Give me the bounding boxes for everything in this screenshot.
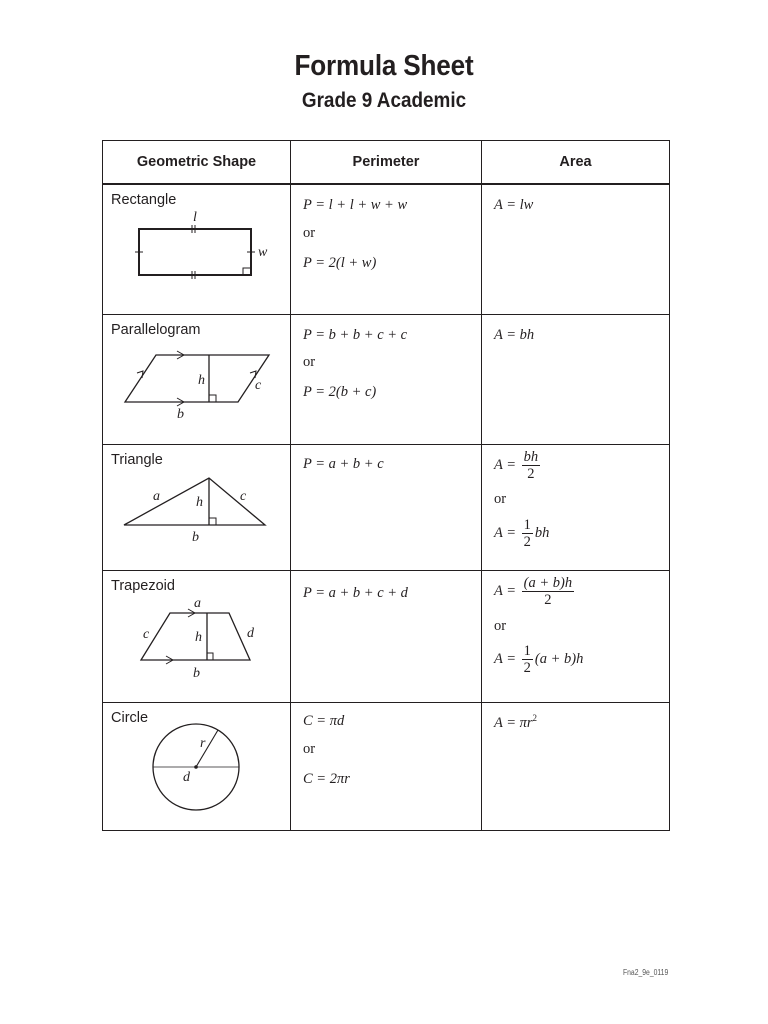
area-formula xyxy=(494,713,537,732)
perimeter-formula: P = a + b + c xyxy=(303,455,384,472)
fraction xyxy=(522,517,533,550)
label-b: b xyxy=(192,529,199,545)
shape-cell-rectangle xyxy=(103,184,291,314)
area-formula: A = bh xyxy=(494,326,535,343)
shape-name-circle: Circle xyxy=(111,709,149,726)
or-text: or xyxy=(494,617,507,634)
trapezoid-diagram xyxy=(103,571,291,703)
area-formula xyxy=(494,449,542,482)
area-cell-triangle xyxy=(482,444,670,570)
area-formula xyxy=(494,643,583,676)
area-exponent: 2 xyxy=(532,712,538,723)
or-text: or xyxy=(494,490,507,507)
table-header-row xyxy=(103,141,670,185)
perimeter-formula: P = b + b + c + c xyxy=(303,326,408,343)
fraction-numerator: (a + b)h xyxy=(523,574,573,591)
circumference-formula: C = πd xyxy=(303,712,345,729)
table-row-parallelogram xyxy=(103,314,670,444)
perimeter-cell-rectangle xyxy=(291,184,482,314)
area-prefix: A = xyxy=(494,650,517,667)
table-row-circle xyxy=(103,702,670,830)
fraction xyxy=(522,449,541,482)
table-row-rectangle xyxy=(103,184,670,314)
label-h: h xyxy=(195,629,202,645)
shape-name-triangle: Triangle xyxy=(111,451,163,468)
parallelogram-diagram xyxy=(103,315,291,445)
label-b: b xyxy=(177,406,184,422)
rectangle-diagram xyxy=(103,185,291,315)
area-cell-trapezoid xyxy=(482,570,670,702)
label-w: w xyxy=(258,245,268,260)
fraction-numerator: 1 xyxy=(523,642,531,659)
perimeter-cell-circle xyxy=(291,702,482,830)
circumference-formula: C = 2πr xyxy=(303,770,350,787)
area-suffix: bh xyxy=(534,524,550,541)
perimeter-formula: P = 2(l + w) xyxy=(303,255,377,271)
label-c: c xyxy=(240,488,247,504)
area-formula xyxy=(494,575,576,608)
shape-cell-circle xyxy=(103,702,291,830)
perimeter-formula: P = a + b + c + d xyxy=(303,584,408,601)
fraction xyxy=(522,575,574,608)
label-a: a xyxy=(194,595,201,611)
area-cell-rectangle xyxy=(482,184,670,314)
table-row-trapezoid xyxy=(103,570,670,702)
fraction-numerator: bh xyxy=(523,448,539,465)
label-b: b xyxy=(193,665,200,681)
shape-cell-trapezoid xyxy=(103,570,291,702)
column-header-area: Area xyxy=(482,141,670,185)
area-cell-circle xyxy=(482,702,670,830)
label-c: c xyxy=(255,377,262,393)
table-row-triangle xyxy=(103,444,670,570)
perimeter-cell-triangle xyxy=(291,444,482,570)
or-text: or xyxy=(303,353,316,370)
shape-cell-parallelogram xyxy=(103,314,291,444)
page-subtitle: Grade 9 Academic xyxy=(301,89,467,112)
perimeter-formula: P = l + l + w + w xyxy=(303,197,408,213)
perimeter-formula: P = 2(b + c) xyxy=(303,383,377,400)
area-prefix: A = xyxy=(494,524,517,541)
perimeter-cell-parallelogram xyxy=(291,314,482,444)
document-code: Fna2_9e_0119 xyxy=(622,968,668,977)
area-cell-parallelogram xyxy=(482,314,670,444)
area-prefix: A = xyxy=(494,456,517,473)
shape-cell-triangle xyxy=(103,444,291,570)
column-header-perimeter: Perimeter xyxy=(291,141,482,185)
fraction-denominator: 2 xyxy=(544,591,552,608)
label-d: d xyxy=(247,625,254,641)
label-l: l xyxy=(193,210,197,225)
area-suffix: (a + b)h xyxy=(534,650,584,667)
fraction-denominator: 2 xyxy=(523,533,531,550)
label-r: r xyxy=(200,735,206,751)
area-formula xyxy=(494,517,549,550)
formula-table xyxy=(102,140,670,831)
label-d: d xyxy=(183,769,190,785)
fraction-denominator: 2 xyxy=(523,659,531,676)
area-prefix: A = xyxy=(494,582,517,599)
label-c: c xyxy=(143,626,150,642)
fraction-denominator: 2 xyxy=(527,465,535,482)
label-h: h xyxy=(196,494,203,510)
area-formula: A = lw xyxy=(494,197,534,213)
or-text: or xyxy=(303,740,316,757)
column-header-shape: Geometric Shape xyxy=(103,141,291,185)
fraction-numerator: 1 xyxy=(523,516,531,533)
or-text: or xyxy=(303,225,316,241)
label-a: a xyxy=(153,488,160,504)
circle-diagram xyxy=(103,703,291,831)
area-base: A = πr xyxy=(494,714,533,731)
shape-name-rectangle: Rectangle xyxy=(111,192,177,208)
triangle-diagram xyxy=(103,445,291,571)
fraction xyxy=(522,643,533,676)
shape-name-parallelogram: Parallelogram xyxy=(111,321,201,338)
page-title: Formula Sheet xyxy=(294,50,474,82)
label-h: h xyxy=(198,372,205,388)
shape-name-trapezoid: Trapezoid xyxy=(111,577,175,594)
perimeter-cell-trapezoid xyxy=(291,570,482,702)
